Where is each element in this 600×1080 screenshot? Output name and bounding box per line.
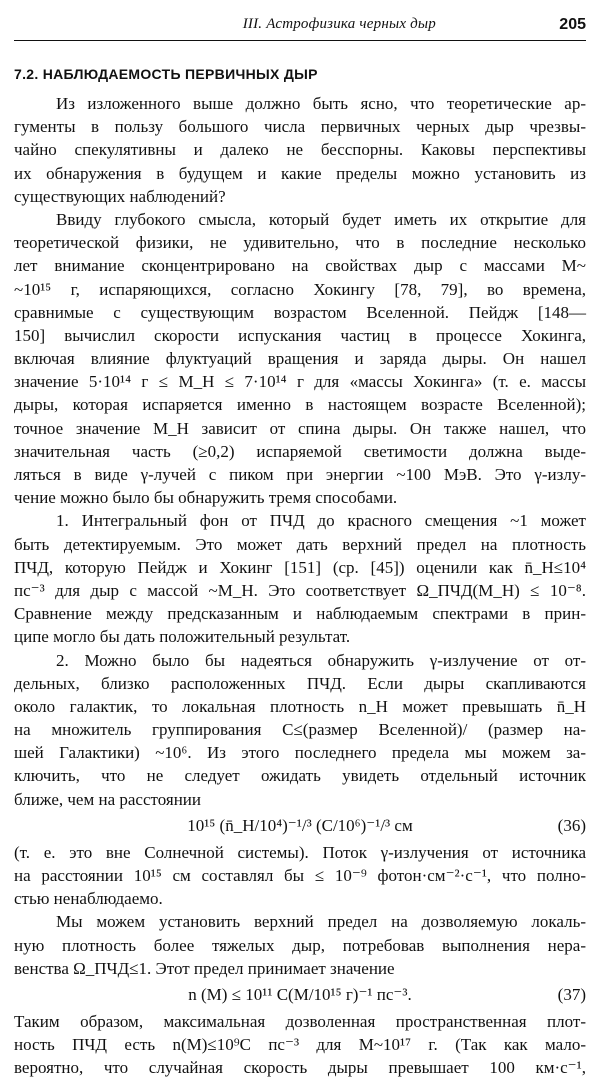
equation-37 [14, 980, 586, 1010]
text-block-3 [14, 1010, 586, 1080]
text-line: 1. Интегральный фон от ПЧД до красного смещения ~1 может [56, 511, 586, 531]
text-line: венства Ω_ПЧД≤1. Этот предел принимает значение [14, 958, 395, 978]
text-line: ближе, чем на расстоянии [14, 789, 201, 809]
text-line: 150] вычислил скорости испускания частиц в процессе Хокинга, [14, 325, 586, 345]
running-title: III. Астрофизика черных дыр [242, 16, 436, 32]
text-line: ляться в виде γ-лучей с пиком при энергии ~100 МэВ. Это γ-излу- [14, 465, 586, 484]
text-line: включая влияние флуктуаций вращения и заряда дыры. Он нашел [14, 349, 586, 369]
text-block-1 [14, 92, 586, 811]
text-line: дельных, близко расположенных ПЧД. Если дыры скапливаются [14, 673, 586, 693]
equation-37-number: (37) [557, 984, 586, 1004]
text-line: чение можно было бы обнаружить тремя способами. [14, 488, 398, 508]
text-line: быть детектируемым. Это может дать верхний предел на плотность [14, 534, 586, 554]
text-line: ность ПЧД есть n(M)≤10⁹C пс⁻³ для M~10¹⁷ г. (Так как мало- [14, 1035, 586, 1055]
text-line: ПЧД, которую Пейдж и Хокинг [151] (ср. [45]) оценили как n̄_H≤10⁴ [14, 557, 586, 577]
text-line: лет внимание сконцентрировано на свойствах дыр с массами M~ [14, 256, 586, 276]
text-line: Из изложенного выше должно быть ясно, что теоретические ар- [56, 94, 586, 113]
equation-36-number: (36) [557, 815, 586, 835]
text-line: ~10¹⁵ г, испаряющихся, согласно Хокингу [78, 79], во времена, [14, 279, 586, 299]
text-line: значение 5·10¹⁴ г ≤ M_H ≤ 7·10¹⁴ г для «массы Хокинга» (т. е. массы [14, 372, 586, 392]
body-text [14, 92, 586, 1080]
text-line: вероятно, что случайная скорость дыры превышает 100 км·с⁻¹, [14, 1058, 586, 1078]
text-line: ключить, что не следует ожидать увидеть отдельный источник [14, 766, 586, 786]
equation-37-expression: n (M) ≤ 10¹¹ C(M/10¹⁵ г)⁻¹ пс⁻³. [188, 984, 412, 1004]
equation-36 [14, 811, 586, 841]
section-heading: 7.2. НАБЛЮДАЕМОСТЬ ПЕРВИЧНЫХ ДЫР [14, 66, 318, 82]
text-line: на множитель группирования C≤(размер Вселенной)/ (размер на- [14, 720, 586, 740]
text-line: чайно спекулятивны и далеко не бесспорны. Каковы перспективы [14, 140, 586, 160]
text-line: 2. Можно было бы надеяться обнаружить γ-излучение от от- [56, 650, 586, 670]
text-line: теоретической физики, не удивительно, что в последние несколько [14, 233, 586, 253]
page-number: 205 [559, 16, 586, 33]
text-line: Мы можем установить верхний предел на дозволяемую локаль- [56, 912, 586, 932]
text-line: сравнимые с существующим возрастом Вселенной. Пейдж [148— [14, 302, 586, 322]
running-header [14, 14, 586, 41]
text-line: Таким образом, максимальная дозволенная пространственная плот- [14, 1011, 586, 1031]
text-line: точное значение M_H зависит от спина дыры. Он также нашел, что [14, 418, 586, 438]
text-line: Сравнение между предсказанным и наблюдаемым спектрами в прин- [14, 604, 586, 624]
text-line: их обнаружения в будущем и какие пределы можно установить из [14, 163, 586, 183]
text-line: ную плотность более тяжелых дыр, потребовав выполнения нера- [14, 935, 586, 955]
text-line: существующих наблюдений? [14, 186, 226, 206]
equation-36-expression: 10¹⁵ (n̄_H/10⁴)⁻¹/³ (C/10⁶)⁻¹/³ см [187, 815, 413, 835]
text-line: (т. е. это вне Солнечной системы). Поток γ-излучения от источника [14, 842, 586, 862]
text-block-2 [14, 841, 586, 980]
text-line: на расстоянии 10¹⁵ см составлял бы ≤ 10⁻⁹ фотон·см⁻²·с⁻¹, что полно- [14, 866, 586, 885]
text-line: около галактик, то локальная плотность n_H может превышать n̄_H [14, 696, 586, 716]
text-line: Ввиду глубокого смысла, который будет иметь их открытие для [56, 209, 586, 229]
text-line: пс⁻³ для дыр с массой ~M_H. Это соответствует Ω_ПЧД(M_H) ≤ 10⁻⁸. [14, 580, 586, 600]
text-line: значительная часть (≥0,2) испаряемой светимости должна выде- [14, 441, 586, 461]
text-line: ципе могло бы дать положительный результат. [14, 627, 351, 647]
text-line: шей Галактики) ~10⁶. Из этого последнего предела мы можем за- [14, 743, 586, 763]
text-line: дыры, которая испаряется именно в настоящем возрасте Вселенной); [14, 395, 586, 415]
text-line: гументы в пользу большого числа первичных черных дыр чрезвы- [14, 117, 586, 137]
text-line: стью ненаблюдаемо. [14, 889, 163, 909]
